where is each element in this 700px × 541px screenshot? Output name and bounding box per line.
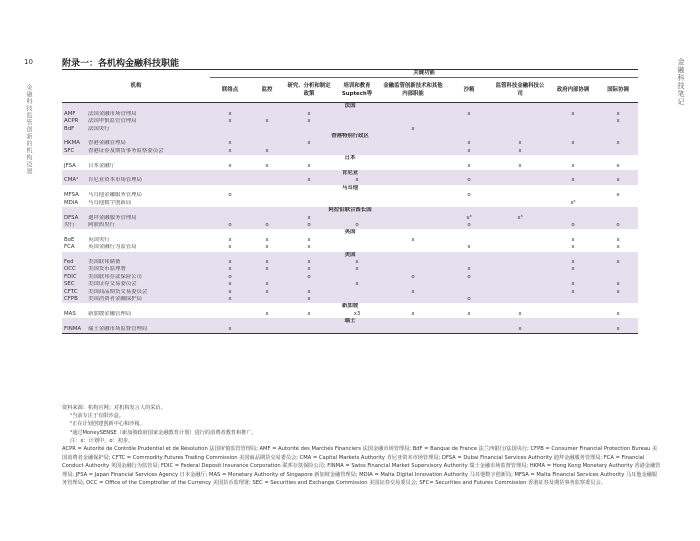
table-body <box>62 103 638 334</box>
institution-row <box>62 148 638 155</box>
function-mark: x <box>467 244 471 251</box>
function-header: 研究、分析和制定政策 <box>287 83 331 98</box>
function-header: 沙箱 <box>463 87 475 94</box>
institution-name: 马耳他金融服务管理局 <box>88 192 142 199</box>
institution-abbr: JFSA <box>64 162 76 169</box>
function-mark <box>548 148 598 155</box>
function-mark <box>250 192 284 199</box>
function-mark <box>334 111 380 118</box>
country-row <box>62 170 638 177</box>
function-mark <box>492 222 548 229</box>
function-mark <box>492 192 548 199</box>
function-mark <box>250 326 284 334</box>
function-mark: x <box>284 289 334 296</box>
source-note: 资料来源：机构官网；对机构发言人的采访。 <box>62 405 166 411</box>
institution-name: 法国审慎监管管理局 <box>86 118 210 125</box>
institution-abbr: CFPB <box>62 296 86 303</box>
function-mark <box>284 200 334 207</box>
function-mark <box>334 163 380 170</box>
function-header: 国际协调 <box>607 87 629 94</box>
function-mark: x <box>228 236 232 243</box>
glossary: ACPR = Autorité de Contrôle Prudentiel et de Résolution 法国审慎监管管理局; AMF = Autorité des Marchés Financiers 法国金融市场管理局; BdF = Banque de France 法兰西银行/法国央行; CFPB = Consumer Financial Protection Bureau 美国消费者金融保护局; CFTC = Commodity Futures Trading Commission 美国商品期货交易委员会; CMA = Capital Markets Authority 肯尼亚资本市场管理局; DFSA = Dubai Financial Services Authority 迪拜金融服务管理局; FCA = Financial Conduct Authority 英国金融行为监管局; FDIC = Federal Deposit Insurance Corporation 联邦存款保险公司; FINMA = Swiss Financial Market Supervisory Authority 瑞士金融市场监督管理局; HKMA = Hong Kong Monetary Authority 香港金融管理局; JFSA = Japan Financial Services Agency 日本金融厅; MAS = Monetary Authority of Singapore 新加坡金融管理局; MDIA = Malta Digital Innovation Authority 马耳他数字创新局; MFSA = Malta Financial Services Authority 马耳他金融服务管理局; OCC = Office of the Comptroller of the Currency 美国货币监理署; SEC = Securities and Exchange Commission 美国证券交易委员会; SFC= Securities and Futures Commission 香港证券及期货事务监察委员会。 <box>62 446 661 487</box>
function-mark: x <box>598 281 638 288</box>
institution-name: 瑞士金融市场监督管理局 <box>86 326 210 334</box>
function-mark: x <box>334 177 380 184</box>
function-mark: x <box>265 162 269 169</box>
institution-name: 法国金融市场管理局 <box>86 111 210 118</box>
function-mark <box>334 274 380 281</box>
function-mark: x <box>284 296 334 303</box>
function-mark: x <box>284 177 334 184</box>
function-mark <box>380 200 446 207</box>
function-mark <box>380 192 446 199</box>
institution-row <box>62 326 638 334</box>
function-mark: o <box>446 222 492 229</box>
function-mark: x <box>210 296 250 303</box>
institution-abbr: CFTC <box>62 289 86 296</box>
function-mark: o <box>446 274 492 281</box>
function-mark <box>598 296 638 303</box>
function-mark: x <box>571 162 575 169</box>
function-mark: x <box>380 289 446 296</box>
function-header: 政府内部协调 <box>556 87 590 94</box>
institution-abbr: FDIC <box>62 274 86 281</box>
function-mark <box>548 296 598 303</box>
function-mark: x <box>598 326 638 334</box>
function-mark <box>446 259 492 266</box>
function-mark: x <box>250 259 284 266</box>
function-mark <box>334 200 380 207</box>
function-mark: x <box>548 111 598 118</box>
country-row <box>62 103 638 111</box>
function-mark: x <box>307 162 311 169</box>
function-mark: x <box>284 266 334 273</box>
institution-name: 日本金融厅 <box>88 162 115 169</box>
function-mark: x² <box>570 199 576 206</box>
right-margin-text: 金融科技笔记 <box>677 58 685 106</box>
institution-header: 机构 <box>62 70 210 103</box>
institution-abbr: FCA <box>64 244 75 251</box>
function-mark: o <box>284 274 334 281</box>
function-mark <box>334 126 380 133</box>
function-mark <box>250 200 284 207</box>
function-header: 联络点 <box>221 87 239 94</box>
page-number: 10 <box>24 58 33 66</box>
function-mark: o <box>334 222 380 229</box>
function-mark: x <box>284 215 334 222</box>
function-mark: o <box>598 222 638 229</box>
function-mark <box>284 192 334 199</box>
institution-abbr: CMA¹ <box>62 177 86 184</box>
function-mark: x <box>571 236 575 243</box>
function-mark: x <box>446 140 492 147</box>
function-header: 监管科技金融科技公司 <box>495 83 545 98</box>
function-mark <box>598 266 638 273</box>
institution-abbr: BdF <box>62 126 86 133</box>
function-mark <box>380 140 446 147</box>
function-mark: x <box>228 244 232 251</box>
appendix-heading: 附录一：各机构金融科技职能 <box>62 59 180 69</box>
function-mark <box>380 266 446 273</box>
institution-row <box>62 274 638 281</box>
function-mark <box>334 244 380 251</box>
notes <box>62 404 662 488</box>
function-mark: x <box>467 162 471 169</box>
function-mark: x <box>548 281 598 288</box>
function-mark <box>548 311 598 318</box>
country-row <box>62 185 638 192</box>
function-mark: x <box>616 162 620 169</box>
function-mark <box>250 177 284 184</box>
function-mark: x <box>228 162 232 169</box>
function-mark <box>492 274 548 281</box>
function-mark <box>334 140 380 147</box>
function-mark <box>284 126 334 133</box>
institution-abbr: SEC <box>62 281 86 288</box>
institution-name: 英国金融行为监管局 <box>88 244 137 251</box>
function-mark: x <box>210 289 250 296</box>
function-mark <box>380 163 446 170</box>
function-mark: x <box>210 326 250 334</box>
function-mark <box>446 237 492 244</box>
institution-abbr: 央行 <box>62 222 86 229</box>
institution-name: 美国证券交易委员会 <box>86 281 210 288</box>
function-mark <box>492 237 548 244</box>
functions-table-container <box>62 69 638 334</box>
function-mark: x <box>548 140 598 147</box>
function-mark <box>492 266 548 273</box>
country-row <box>62 303 638 310</box>
function-mark: x <box>334 259 380 266</box>
institution-abbr: Fed <box>62 259 86 266</box>
institution-name: 英国央行 <box>88 236 110 243</box>
function-mark <box>380 111 446 118</box>
function-mark: x <box>548 177 598 184</box>
institution-name: 美国联邦储备 <box>86 259 210 266</box>
institution-row <box>62 163 638 170</box>
function-mark <box>492 177 548 184</box>
institution-abbr: MDIA <box>64 199 79 206</box>
function-mark <box>548 326 598 334</box>
function-mark <box>446 126 492 133</box>
institution-abbr: DFSA <box>62 215 86 222</box>
function-mark <box>446 289 492 296</box>
country-row <box>62 229 638 236</box>
function-mark: o <box>467 192 471 199</box>
function-mark: x <box>548 289 598 296</box>
function-mark <box>334 289 380 296</box>
institution-row <box>62 244 638 251</box>
function-mark: x <box>210 118 250 125</box>
function-mark <box>446 118 492 125</box>
function-mark <box>250 296 284 303</box>
institution-row <box>62 311 638 318</box>
function-mark: x <box>446 111 492 118</box>
function-mark: o <box>250 222 284 229</box>
function-mark <box>598 200 638 207</box>
function-mark: x <box>598 289 638 296</box>
function-mark <box>446 281 492 288</box>
institution-row <box>62 111 638 118</box>
function-mark: x <box>598 118 638 125</box>
function-mark: x <box>210 281 250 288</box>
function-mark <box>250 274 284 281</box>
function-mark <box>334 237 380 244</box>
institution-name: 香港金融管理局 <box>86 140 210 147</box>
institution-name: 美国货币监理署 <box>86 266 210 273</box>
function-mark <box>334 192 380 199</box>
function-mark: x³ <box>492 215 548 222</box>
institution-row <box>62 215 638 222</box>
country-row <box>62 133 638 140</box>
country-label: 法国 <box>62 103 638 111</box>
function-mark <box>548 192 598 199</box>
country-label: 香港特别行政区 <box>62 133 638 140</box>
function-mark <box>210 215 250 222</box>
institution-abbr: BoE <box>64 236 75 243</box>
institution-row <box>62 237 638 244</box>
function-mark: x <box>446 266 492 273</box>
institution-abbr: MFSA <box>64 192 79 199</box>
function-mark: x <box>334 266 380 273</box>
function-mark: x <box>250 266 284 273</box>
institution-abbr: AMF <box>62 111 86 118</box>
institution-abbr: SFC <box>62 148 86 155</box>
function-mark <box>334 118 380 125</box>
function-mark <box>380 148 446 155</box>
function-mark: o <box>210 274 250 281</box>
function-mark: x <box>307 244 311 251</box>
function-mark <box>380 281 446 288</box>
function-mark <box>492 111 548 118</box>
country-label: 英国 <box>344 229 356 236</box>
country-row <box>62 252 638 259</box>
function-mark <box>380 326 446 334</box>
footnote-2: ²正在计划创建创新中心和沙箱。 <box>70 421 145 428</box>
institution-name: 美国联邦存款保险公司 <box>86 274 210 281</box>
function-mark: x <box>616 236 620 243</box>
function-mark <box>334 326 380 334</box>
function-mark <box>380 259 446 266</box>
function-mark: x <box>284 140 334 147</box>
function-mark <box>380 177 446 184</box>
function-mark <box>492 281 548 288</box>
function-mark: o <box>446 296 492 303</box>
institution-row <box>62 118 638 125</box>
function-header: 金融监管创新技术和其他内部职能 <box>383 83 443 98</box>
function-mark: x <box>307 236 311 243</box>
function-mark: x <box>616 192 620 199</box>
function-mark <box>380 222 446 229</box>
function-mark <box>492 289 548 296</box>
function-mark: o <box>284 222 334 229</box>
footnote-1: ¹当前专注于有限沙盒。 <box>70 413 124 420</box>
function-mark: x <box>548 266 598 273</box>
function-mark: o <box>446 177 492 184</box>
country-row <box>62 155 638 162</box>
function-mark <box>492 126 548 133</box>
function-mark <box>334 148 380 155</box>
function-mark: x <box>492 148 548 155</box>
function-mark: x <box>265 236 269 243</box>
function-mark <box>210 177 250 184</box>
function-mark: x <box>250 118 284 125</box>
function-mark: o <box>548 222 598 229</box>
institution-row <box>62 126 638 133</box>
function-mark <box>598 274 638 281</box>
function-mark <box>380 296 446 303</box>
function-mark: x <box>598 111 638 118</box>
institution-name: 美国消费者金融保护局 <box>86 296 210 303</box>
function-mark <box>548 274 598 281</box>
function-mark <box>250 126 284 133</box>
function-mark: x <box>380 126 446 133</box>
function-mark <box>598 148 638 155</box>
function-mark <box>598 126 638 133</box>
function-mark: o <box>210 222 250 229</box>
function-mark <box>598 215 638 222</box>
function-mark <box>250 140 284 147</box>
function-mark: x <box>210 266 250 273</box>
country-label: 新加坡 <box>341 303 359 310</box>
function-mark: x <box>571 244 575 251</box>
institution-row <box>62 140 638 147</box>
institution-row <box>62 177 638 184</box>
footnote-3: ³通过MoneySENSE（新加坡政府国家金融教育计划）进行的消费者教育和推广。 <box>70 429 257 436</box>
function-mark: x <box>616 310 620 317</box>
institution-name: 香港证券及期货事务监察委员会 <box>86 148 210 155</box>
institution-row <box>62 259 638 266</box>
left-margin <box>24 58 38 175</box>
function-mark: x <box>307 310 311 317</box>
legend-note: 注：x：计划中，o：初步。 <box>70 437 134 444</box>
function-mark <box>492 296 548 303</box>
function-mark: x <box>598 259 638 266</box>
institution-row <box>62 296 638 303</box>
function-mark: x <box>518 310 522 317</box>
function-mark <box>492 200 548 207</box>
institution-name: 阿联酋央行 <box>86 222 210 229</box>
country-label: 马耳他 <box>341 184 359 191</box>
function-mark: x <box>411 310 415 317</box>
key-functions-header: 关键功能 <box>210 70 638 78</box>
institution-row <box>62 200 638 207</box>
institution-abbr: FINMA <box>62 326 86 334</box>
country-label: 阿拉伯联合酋长国 <box>62 207 638 214</box>
function-mark: x <box>446 148 492 155</box>
function-mark <box>210 200 250 207</box>
function-mark <box>284 326 334 334</box>
function-mark <box>380 215 446 222</box>
function-mark <box>492 118 548 125</box>
country-label: 瑞士 <box>62 318 638 325</box>
function-mark: x <box>284 111 334 118</box>
function-mark <box>380 244 446 251</box>
institution-name: 美国商品期货交易委员会 <box>86 289 210 296</box>
function-mark: x <box>265 244 269 251</box>
function-mark: x <box>492 140 548 147</box>
function-mark: x <box>598 177 638 184</box>
institution-name: 马耳他数字创新局 <box>88 199 132 206</box>
function-mark <box>446 326 492 334</box>
institution-row <box>62 192 638 199</box>
function-mark: x <box>518 162 522 169</box>
institution-row <box>62 281 638 288</box>
institution-abbr: OCC <box>62 266 86 273</box>
function-mark <box>548 126 598 133</box>
function-mark: x <box>411 236 415 243</box>
function-mark <box>284 148 334 155</box>
institution-abbr: ACPR <box>62 118 86 125</box>
function-mark: x <box>334 281 380 288</box>
institution-abbr: MAS <box>64 310 76 317</box>
institution-abbr: HKMA <box>62 140 86 147</box>
institution-name: 新加坡金融管理局 <box>88 310 132 317</box>
left-margin-text: 金融科技监管创新的机构设置 <box>25 84 32 175</box>
function-mark: x <box>210 148 250 155</box>
function-mark <box>284 281 334 288</box>
function-mark: x <box>210 111 250 118</box>
function-mark: x <box>284 259 334 266</box>
function-mark: x <box>598 140 638 147</box>
function-header: 培训和教育 Suptech等 <box>341 83 373 98</box>
country-row <box>62 318 638 325</box>
country-label: 日本 <box>344 155 356 162</box>
country-label: 肯尼亚 <box>62 170 638 177</box>
function-mark <box>446 200 492 207</box>
function-mark <box>548 118 598 125</box>
institution-row <box>62 266 638 273</box>
institution-name: 迪拜金融服务管理局 <box>86 215 210 222</box>
function-mark <box>250 111 284 118</box>
institution-row <box>62 289 638 296</box>
function-header: 监控 <box>261 87 273 94</box>
function-mark: x <box>210 140 250 147</box>
function-mark: o <box>380 274 446 281</box>
institution-row <box>62 222 638 229</box>
function-mark: x <box>210 259 250 266</box>
function-mark: x3 <box>353 310 361 317</box>
function-mark: x³ <box>446 215 492 222</box>
function-mark <box>334 215 380 222</box>
function-mark <box>250 215 284 222</box>
function-mark: x <box>265 310 269 317</box>
function-mark: x <box>616 244 620 251</box>
function-mark <box>492 259 548 266</box>
function-mark: x <box>250 148 284 155</box>
function-mark <box>210 126 250 133</box>
country-label: 美国 <box>62 252 638 259</box>
function-mark: x <box>284 118 334 125</box>
function-mark: o <box>228 192 232 199</box>
functions-table <box>62 69 638 334</box>
function-mark <box>334 296 380 303</box>
country-row <box>62 207 638 214</box>
function-mark: x <box>467 310 471 317</box>
function-mark: x <box>250 289 284 296</box>
function-mark: x <box>250 281 284 288</box>
institution-name: 法国央行 <box>86 126 210 133</box>
function-mark: x <box>548 259 598 266</box>
function-mark <box>210 311 250 318</box>
function-mark <box>380 118 446 125</box>
function-mark: x <box>492 326 548 334</box>
institution-name: 肯尼亚资本市场管理局 <box>86 177 210 184</box>
function-mark <box>548 215 598 222</box>
function-mark <box>492 244 548 251</box>
